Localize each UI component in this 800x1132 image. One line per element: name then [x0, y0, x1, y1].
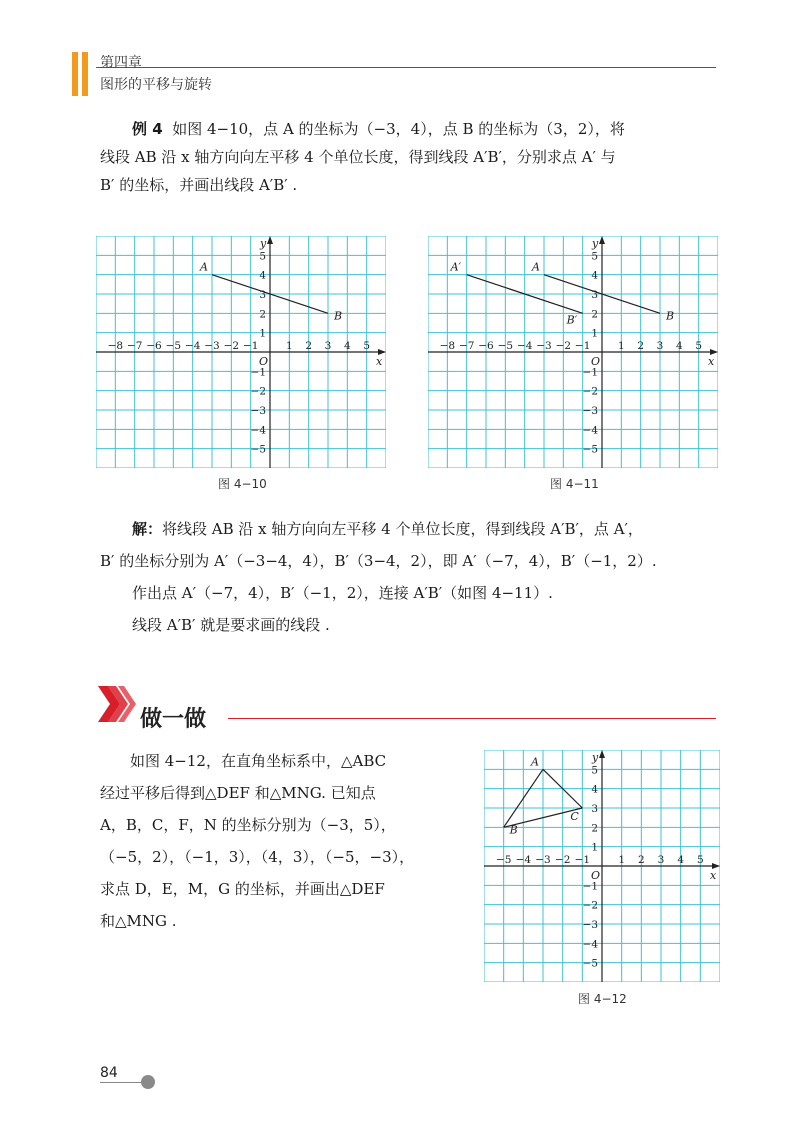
header-accent-bar — [72, 52, 78, 96]
x-tick-label: 5 — [363, 340, 371, 352]
x-tick-label: 2 — [637, 854, 645, 866]
x-tick-label: −3 — [536, 340, 552, 352]
x-tick-label: −8 — [107, 340, 124, 352]
y-tick-label: −2 — [582, 899, 598, 912]
try-it-line-2: 经过平移后得到△DEF 和△MNG. 已知点 — [100, 784, 376, 802]
x-tick-label: −3 — [535, 854, 551, 866]
x-tick-label: −5 — [165, 340, 182, 352]
y-tick-label: −3 — [250, 405, 266, 417]
figure-4-11-caption: 图 4−11 — [550, 477, 599, 491]
x-tick-label: −5 — [495, 854, 512, 866]
y-axis-arrow — [267, 236, 273, 244]
x-tick-label: −6 — [478, 340, 494, 352]
x-tick-label: 4 — [677, 854, 685, 866]
y-tick-label: 1 — [259, 327, 266, 340]
chapter-label: 第四章 — [100, 55, 142, 71]
x-tick-label: 4 — [343, 340, 351, 352]
x-tick-label: −7 — [458, 340, 475, 352]
chevrons-icon — [96, 684, 136, 724]
y-tick-label: 1 — [591, 327, 598, 340]
figure-4-10-caption: 图 4−10 — [218, 477, 267, 491]
y-tick-label: −2 — [250, 385, 266, 398]
solution-line-2: B′ 的坐标分别为 A′（−3−4，4），B′（3−4，2），即 A′（−7，4），B′（−1，2）. — [100, 552, 657, 570]
x-tick-label: 3 — [657, 854, 665, 866]
y-tick-label: 4 — [591, 269, 598, 282]
y-tick-label: 4 — [259, 269, 266, 282]
x-tick-label: 2 — [637, 340, 645, 352]
y-tick-label: −1 — [582, 366, 598, 379]
y-tick-label: −3 — [582, 405, 598, 417]
example-label: 例 4 — [132, 120, 163, 138]
point-label: B′ — [566, 313, 578, 327]
example-line-1: 例 4 如图 4−10，点 A 的坐标为（−3，4），点 B 的坐标为（3，2），将 — [132, 120, 625, 138]
x-tick-label: 5 — [695, 340, 703, 352]
x-tick-label: −5 — [497, 340, 514, 352]
solution-line-1: 解：将线段 AB 沿 x 轴方向向左平移 4 个单位长度，得到线段 A′B′，点 A′， — [132, 520, 643, 538]
footer-dot — [141, 1075, 155, 1089]
header-accent-bar — [82, 52, 88, 96]
x-tick-label: −4 — [515, 854, 532, 866]
y-tick-label: 2 — [591, 308, 598, 321]
x-tick-label: 1 — [618, 854, 626, 866]
origin-label: O — [591, 355, 601, 368]
x-tick-label: 1 — [285, 340, 293, 352]
y-tick-label: 3 — [591, 803, 598, 815]
point-label: A — [200, 260, 208, 274]
y-tick-label: −4 — [582, 938, 598, 951]
figure-4-10 — [96, 236, 386, 468]
point-label: C — [570, 810, 579, 823]
x-tick-label: −2 — [555, 340, 572, 352]
solution-line-3: 作出点 A′（−7，4），B′（−1，2），连接 A′B′（如图 4−11）. — [132, 584, 553, 602]
figure-4-12 — [484, 750, 720, 982]
footer-rule — [100, 1082, 144, 1083]
x-tick-label: 3 — [656, 340, 664, 352]
chapter-title: 图形的平移与旋转 — [100, 77, 212, 93]
x-tick-label: −1 — [574, 854, 591, 866]
x-tick-label: 5 — [696, 854, 704, 866]
y-tick-label: 3 — [591, 289, 598, 301]
x-tick-label: −2 — [554, 854, 571, 866]
point-label: A′ — [450, 260, 462, 274]
origin-label: O — [591, 869, 601, 882]
y-tick-label: −4 — [582, 424, 598, 437]
x-tick-label: −4 — [516, 340, 533, 352]
page-number: 84 — [100, 1065, 118, 1081]
point-label: B — [334, 309, 343, 323]
solution-line-4: 线段 A′B′ 就是要求画的线段 . — [132, 616, 330, 634]
y-axis-label: y — [592, 751, 599, 764]
x-axis-label: x — [376, 355, 383, 368]
y-axis-arrow — [599, 236, 605, 244]
y-tick-label: −2 — [582, 385, 598, 398]
y-tick-label: −5 — [582, 957, 598, 970]
header-rule — [96, 67, 716, 68]
x-tick-label: 4 — [675, 340, 683, 352]
y-tick-label: −1 — [582, 880, 598, 893]
figure-4-11 — [428, 236, 718, 468]
x-tick-label: −1 — [574, 340, 591, 352]
try-it-line-4: （−5，2），（−1，3），（4，3），（−5，−3）， — [100, 848, 415, 866]
y-tick-label: −3 — [582, 919, 598, 931]
y-axis-label: y — [592, 237, 599, 250]
y-tick-label: 3 — [259, 289, 266, 301]
x-axis-label: x — [708, 355, 715, 368]
figure-4-12-caption: 图 4−12 — [578, 992, 627, 1006]
y-tick-label: 4 — [591, 783, 598, 796]
y-axis-arrow — [599, 750, 605, 758]
y-tick-label: 5 — [591, 764, 598, 777]
y-tick-label: −5 — [582, 443, 598, 456]
x-tick-label: 1 — [617, 340, 625, 352]
x-tick-label: 2 — [305, 340, 313, 352]
origin-label: O — [259, 355, 269, 368]
point-label: B — [666, 309, 675, 323]
x-tick-label: 3 — [324, 340, 332, 352]
x-tick-label: −8 — [439, 340, 456, 352]
example-line-3: B′ 的坐标，并画出线段 A′B′ . — [100, 176, 298, 194]
try-it-title: 做一做 — [140, 707, 207, 732]
point-label: A — [531, 755, 539, 769]
y-tick-label: 2 — [591, 822, 598, 835]
x-tick-label: −2 — [223, 340, 240, 352]
y-tick-label: −4 — [250, 424, 266, 437]
try-it-line-3: A，B，C，F，N 的坐标分别为（−3，5）， — [100, 816, 396, 834]
y-tick-label: −5 — [250, 443, 266, 456]
point-label: A — [532, 260, 540, 274]
x-tick-label: −6 — [146, 340, 162, 352]
point-label: B — [509, 823, 518, 837]
y-axis-label: y — [260, 237, 267, 250]
y-tick-label: 1 — [591, 841, 598, 854]
x-axis-label: x — [710, 869, 717, 882]
x-tick-label: −3 — [204, 340, 220, 352]
try-it-rule — [228, 718, 716, 719]
y-tick-label: −1 — [250, 366, 266, 379]
try-it-line-5: 求点 D，E，M，G 的坐标，并画出△DEF — [100, 880, 385, 898]
x-tick-label: −1 — [242, 340, 259, 352]
try-it-line-1: 如图 4−12，在直角坐标系中，△ABC — [130, 752, 387, 770]
example-line-2: 线段 AB 沿 x 轴方向向左平移 4 个单位长度，得到线段 A′B′，分别求点 A′ 与 — [100, 148, 616, 166]
y-tick-label: 2 — [259, 308, 266, 321]
y-tick-label: 5 — [259, 250, 266, 263]
solution-label: 解： — [132, 520, 163, 538]
try-it-line-6: 和△MNG . — [100, 912, 177, 930]
x-tick-label: −7 — [126, 340, 143, 352]
y-tick-label: 5 — [591, 250, 598, 263]
x-tick-label: −4 — [184, 340, 201, 352]
